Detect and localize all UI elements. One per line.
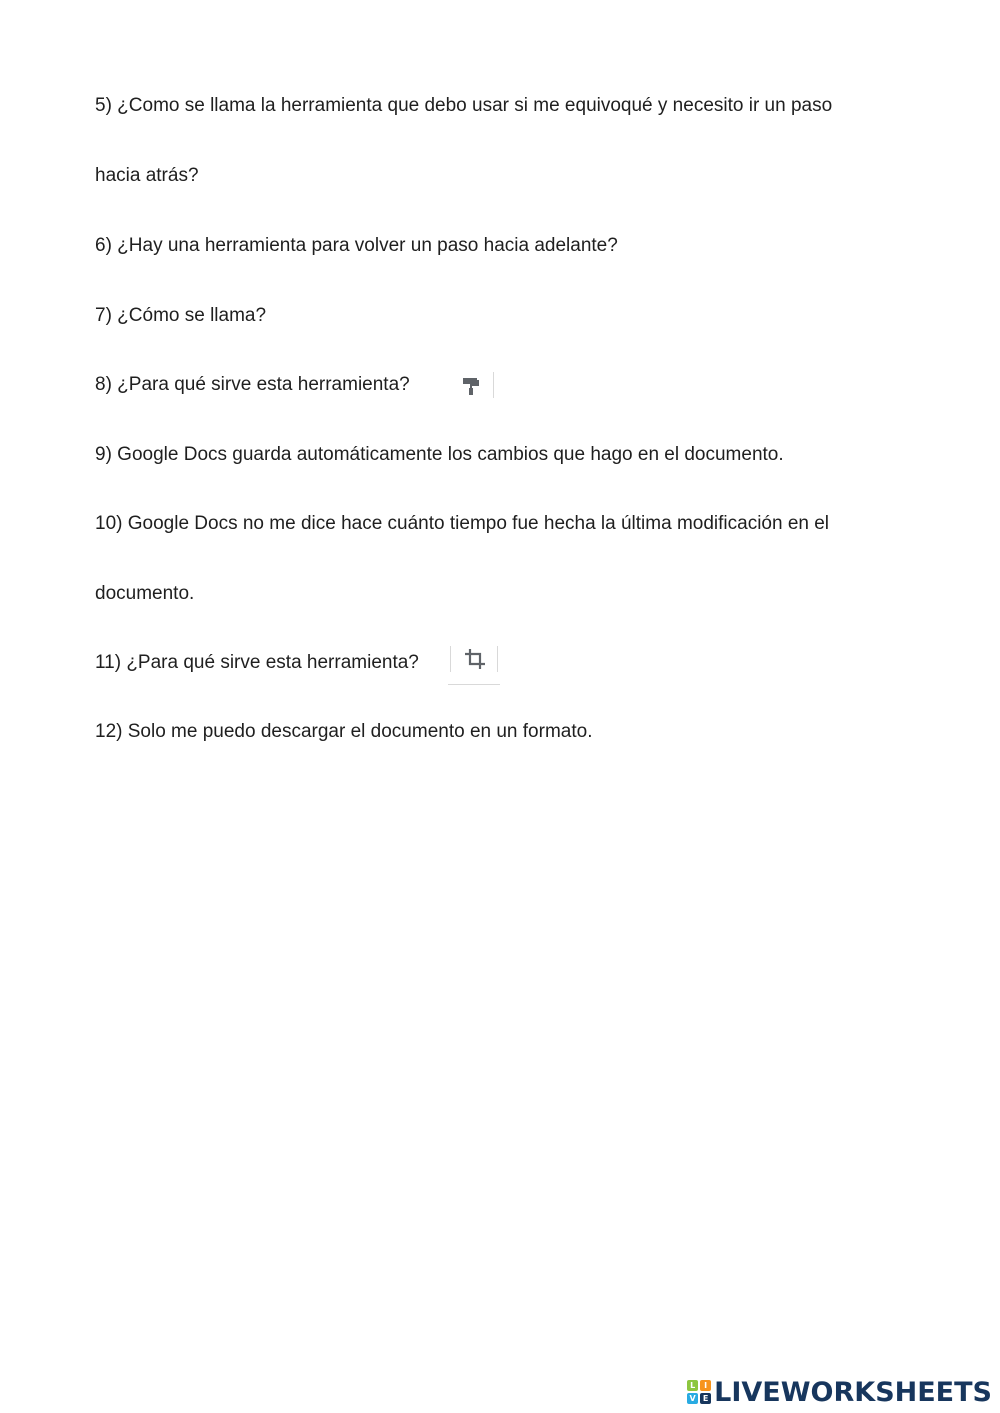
question-5-line-2: hacia atrás? [95,165,199,186]
toolbar-separator [450,646,451,672]
question-10-line-1: 10) Google Docs no me dice hace cuánto tiempo fue hecha la última modificación en el [95,513,830,534]
logo-tile: V [687,1393,698,1404]
question-12: 12) Solo me puedo descargar el documento en un formato. [95,721,593,742]
question-5-line-1: 5) ¿Como se llama la herramienta que debo usar si me equivoqué y necesito ir un paso [95,95,833,116]
question-9: 9) Google Docs guarda automáticamente los cambios que hago en el documento. [95,444,784,465]
logo-tile: L [687,1380,698,1391]
toolbar-separator [493,372,494,398]
logo-tile: I [700,1380,711,1391]
question-7: 7) ¿Cómo se llama? [95,305,267,326]
liveworksheets-brand [687,1377,992,1407]
crop-icon [463,647,487,671]
liveworksheets-logo-icon [687,1380,711,1404]
question-10-line-2: documento. [95,583,195,604]
logo-tile: E [700,1393,711,1404]
paint-format-icon [460,375,482,397]
question-11: 11) ¿Para qué sirve esta herramienta? [95,652,419,673]
brand-name: LIVEWORKSHEETS [714,1376,992,1408]
toolbar-separator [497,646,498,672]
question-8: 8) ¿Para qué sirve esta herramienta? [95,374,410,395]
toolbar-underline [448,684,500,685]
question-6: 6) ¿Hay una herramienta para volver un paso hacia adelante? [95,235,618,256]
